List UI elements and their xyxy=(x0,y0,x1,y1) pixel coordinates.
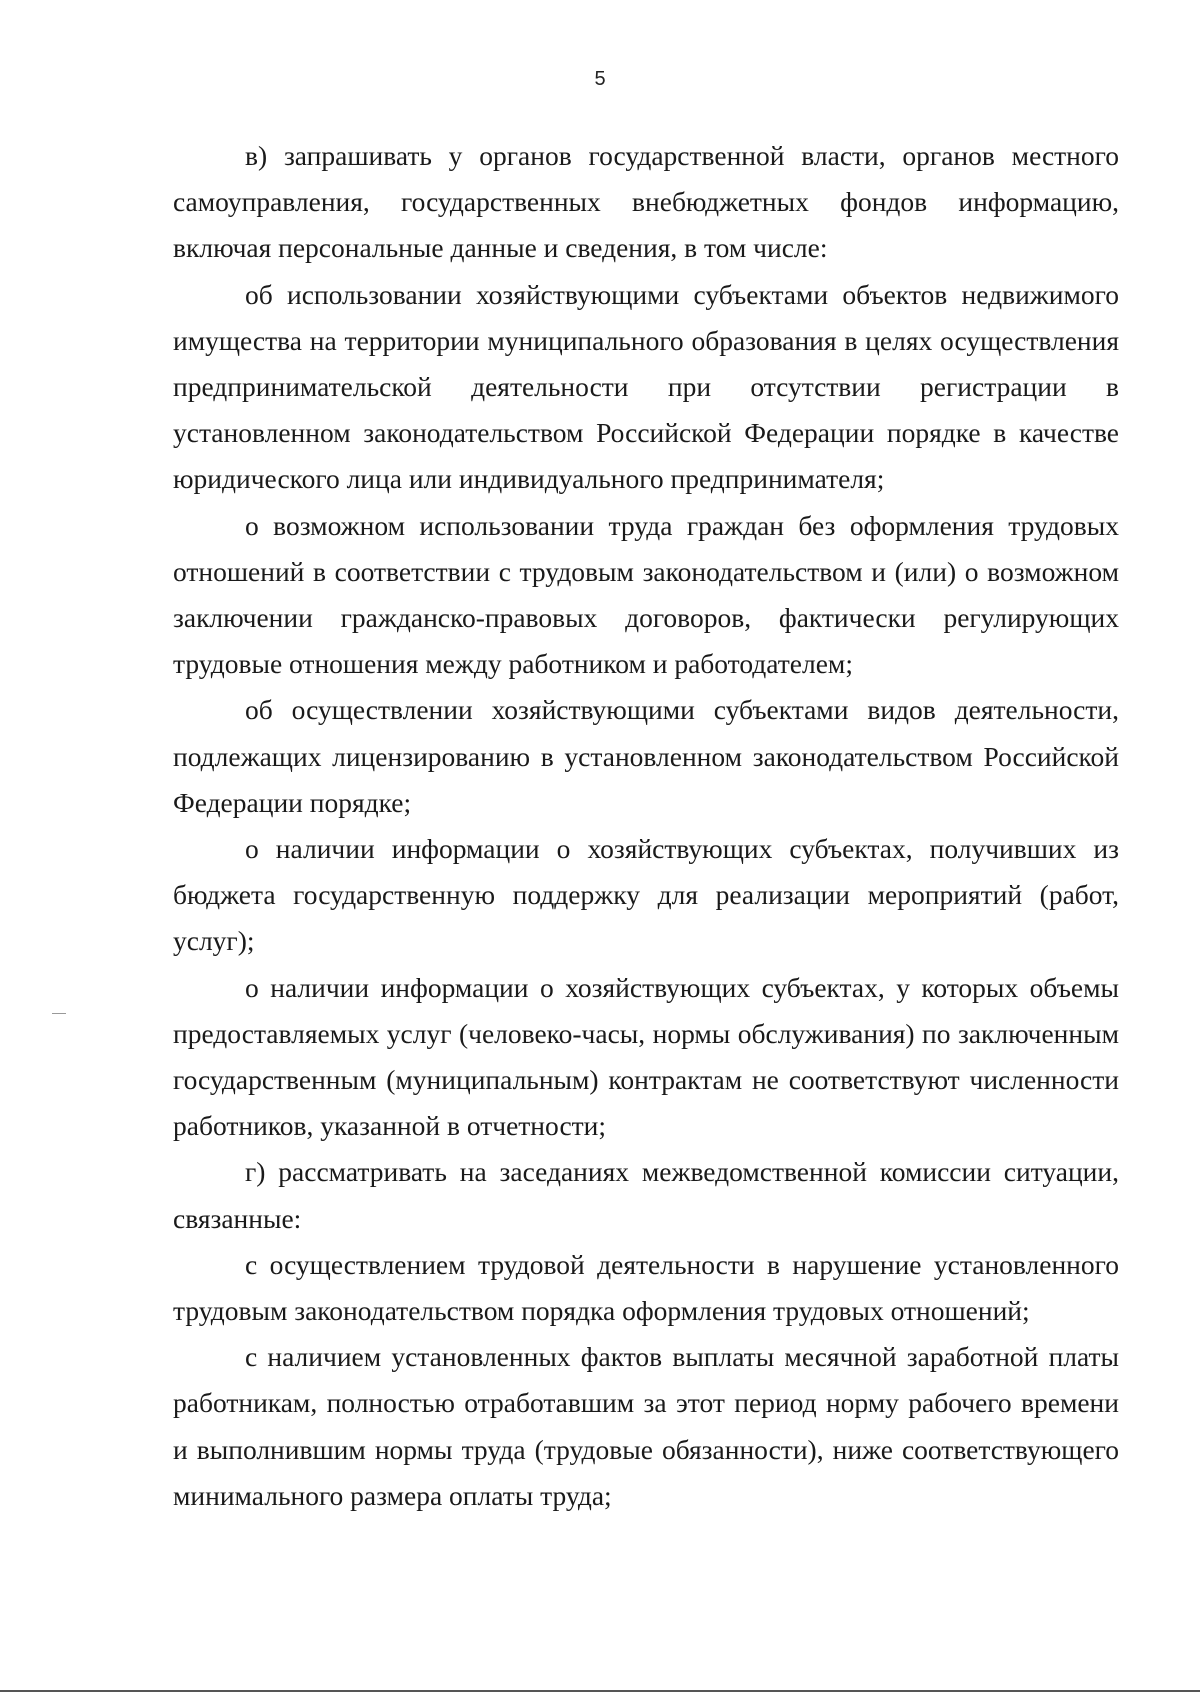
paragraph-real-estate-use: об использовании хозяйствующими субъектами объектов недвижимого имущества на территории муниципального образования в целях осуществления предпринимательской деятельности при отсутствии регистрации в установленном законодательством Российской Федерации порядке в качестве юридического лица или индивидуального предпринимателя; xyxy=(173,278,1119,495)
paragraph-contract-volumes: о наличии информации о хозяйствующих субъектах, у которых объемы предоставляемых услуг (человеко-часы, нормы обслуживания) по заключенным государственным (муниципальным) контрактам не соответствуют численности работников, указанной в отчетности; xyxy=(173,971,1119,1142)
page-number: 5 xyxy=(594,68,606,90)
paragraph-item-g-commission: г) рассматривать на заседаниях межведомственной комиссии ситуации, связанные: xyxy=(173,1156,1119,1234)
paragraph-licensed-activities: об осуществлении хозяйствующими субъектами видов деятельности, подлежащих лицензированию в установленном законодательством Российской Федерации порядке; xyxy=(173,694,1119,818)
paragraph-state-support: о наличии информации о хозяйствующих субъектах, получивших из бюджета государственную поддержку для реализации мероприятий (работ, услуг); xyxy=(173,833,1119,957)
paragraph-minimum-wage: с наличием установленных фактов выплаты месячной заработной платы работникам, полностью отработавшим за этот период норму рабочего времени и выполнившим нормы труда (трудовые обязанности), ниже соответствующего минимального размера оплаты труда; xyxy=(173,1341,1119,1511)
paragraph-informal-labor: о возможном использовании труда граждан без оформления трудовых отношений в соответствии с трудовым законодательством и (или) о возможном заключении гражданско-правовых договоров, фактически регулирующих трудовые отношения между работником и работодателем; xyxy=(173,509,1119,680)
paragraph-labor-violation: с осуществлением трудовой деятельности в нарушение установленного трудовым законодательством порядка оформления трудовых отношений; xyxy=(173,1248,1119,1327)
paragraph-item-v-request-info: в) запрашивать у органов государственной власти, органов местного самоуправления, государственных внебюджетных фондов информацию, включая персональные данные и сведения, в том числе: xyxy=(173,140,1119,264)
bottom-edge-rule xyxy=(0,1690,1200,1692)
document-body xyxy=(173,133,1119,1519)
scan-artifact-mark xyxy=(52,1013,66,1014)
